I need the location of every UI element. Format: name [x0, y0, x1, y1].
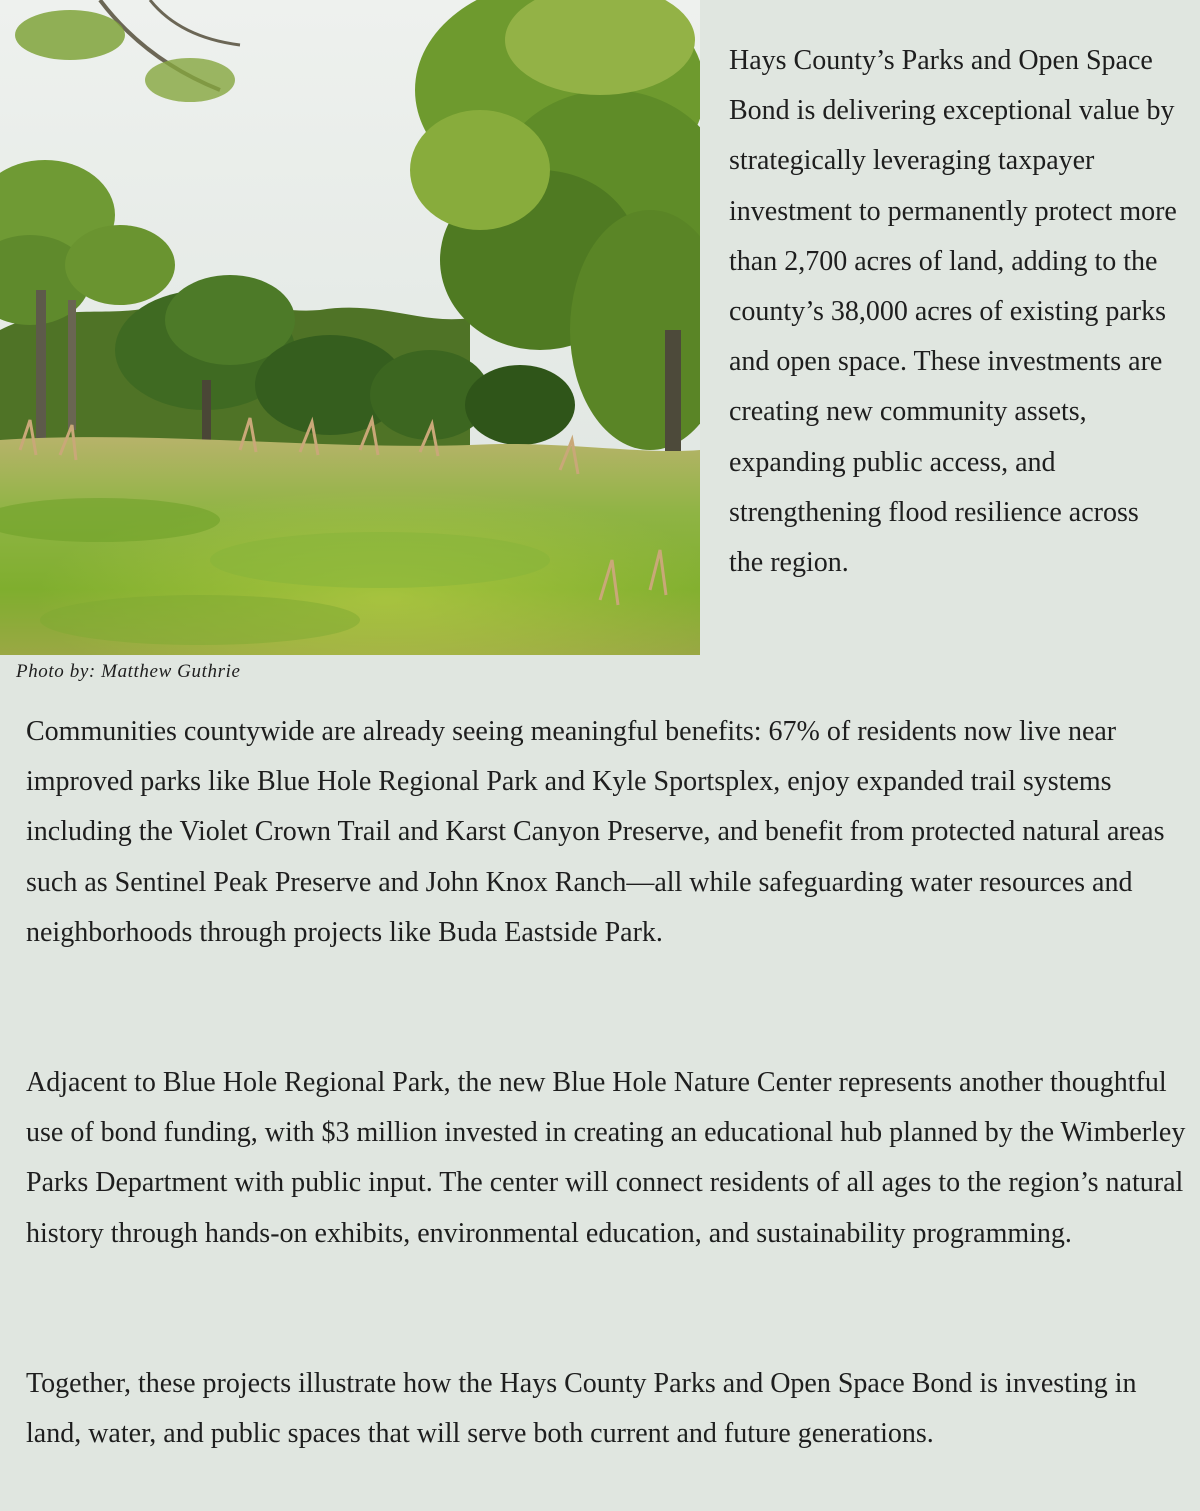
conclusion-paragraph: Together, these projects illustrate how the Hays County Parks and Open Space Bond is investing in land, water, and public spaces that will serve both current and future generations.	[26, 1368, 1137, 1450]
intro-paragraph: Hays County’s Parks and Open Space Bond is delivering exceptional value by strategically leveraging taxpayer investment to permanently protect more than 2,700 acres of land, adding to the county’s 38,000 acres of existing parks and open space. These investments are creating new community assets, expanding public access, and strengthening flood resilience across the region.	[729, 45, 1177, 579]
nature-center-paragraph: Adjacent to Blue Hole Regional Park, the new Blue Hole Nature Center represents another thoughtful use of bond funding, with $3 million invested in creating an educational hub planned by the Wimberley Parks Department with public input. The center will connect residents of all ages to the region’s natural history through hands-on exhibits, environmental education, and sustainability programming.	[26, 1067, 1186, 1249]
benefits-paragraph: Communities countywide are already seeing meaningful benefits: 67% of residents now live near improved parks like Blue Hole Regional Park and Kyle Sportsplex, enjoy expanded trail systems including the Violet Crown Trail and Karst Canyon Preserve, and benefit from protected natural areas such as Sentinel Peak Preserve and John Knox Ranch—all while safeguarding water resources and neighborhoods through projects like Buda Eastside Park.	[26, 716, 1165, 948]
photo-credit: Photo by: Matthew Guthrie	[16, 661, 241, 682]
meadow-landscape-photo-icon	[0, 0, 700, 655]
meadow-photo	[0, 0, 700, 655]
